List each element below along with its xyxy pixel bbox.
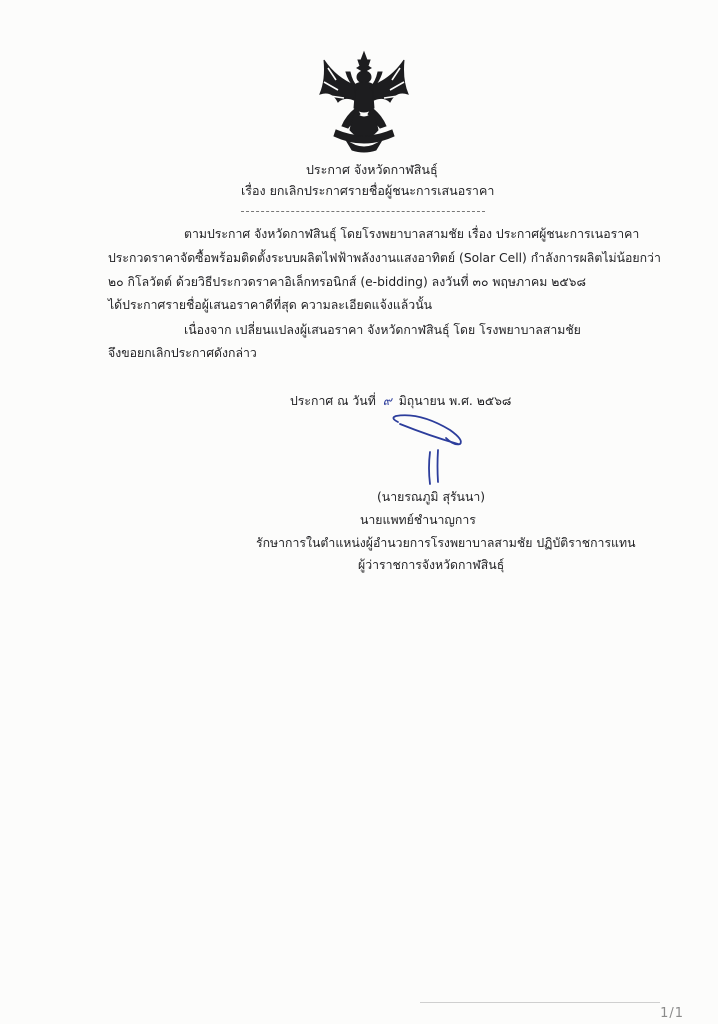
body-paragraph-2-line-2: จึงขอยกเลิกประกาศดังกล่าว [108,346,257,360]
handwritten-signature [380,410,490,490]
page-number: 1/1 [660,1006,684,1021]
signatory-governor: ผู้ว่าราชการจังหวัดกาฬสินธุ์ [358,558,505,572]
signatory-position: นายแพทย์ชำนาญการ [360,513,476,527]
body-paragraph-1-line-1: ตามประกาศ จังหวัดกาฬสินธุ์ โดยโรงพยาบาลสามชัย เรื่อง ประกาศผู้ชนะการเนอราคา [184,227,640,241]
date-suffix: มิถุนายน พ.ศ. ๒๕๖๘ [398,394,512,408]
body-paragraph-1-line-3: ๒๐ กิโลวัตต์ ด้วยวิธีประกวดราคาอิเล็กทรอนิกส์ (e-bidding) ลงวันที่ ๓๐ พฤษภาคม ๒๕๖๘ [108,275,586,289]
date-prefix: ประกาศ ณ วันที่ [290,394,376,408]
announcement-title: ประกาศ จังหวัดกาฬสินธุ์ [306,162,438,177]
signatory-acting-role: รักษาการในตำแหน่งผู้อำนวยการโรงพยาบาลสามชัย ปฏิบัติราชการแทน [256,536,636,550]
date-day-handwritten: ๙ [382,394,392,408]
body-paragraph-2-line-1: เนื่องจาก เปลี่ยนแปลงผู้เสนอราคา จังหวัดกาฬสินธุ์ โดย โรงพยาบาลสามชัย [184,323,581,337]
announcement-subject: เรื่อง ยกเลิกประกาศรายชื่อผู้ชนะการเสนอราคา [241,183,495,198]
garuda-emblem-icon [316,50,412,154]
body-paragraph-1-line-4: ได้ประกาศรายชื่อผู้เสนอราคาดีที่สุด ความละเอียดแจ้งแล้วนั้น [108,298,432,312]
announcement-date [290,393,511,409]
footer-divider [420,1002,660,1003]
signatory-name: (นายรณภูมิ สุรันนา) [377,490,486,504]
header-divider [241,211,485,212]
body-paragraph-1-line-2: ประกวดราคาจัดซื้อพร้อมติดตั้งระบบผลิตไฟฟ้าพลังงานแสงอาทิตย์ (Solar Cell) กำลังการผลิตไม่น้อยกว่า [108,251,661,265]
